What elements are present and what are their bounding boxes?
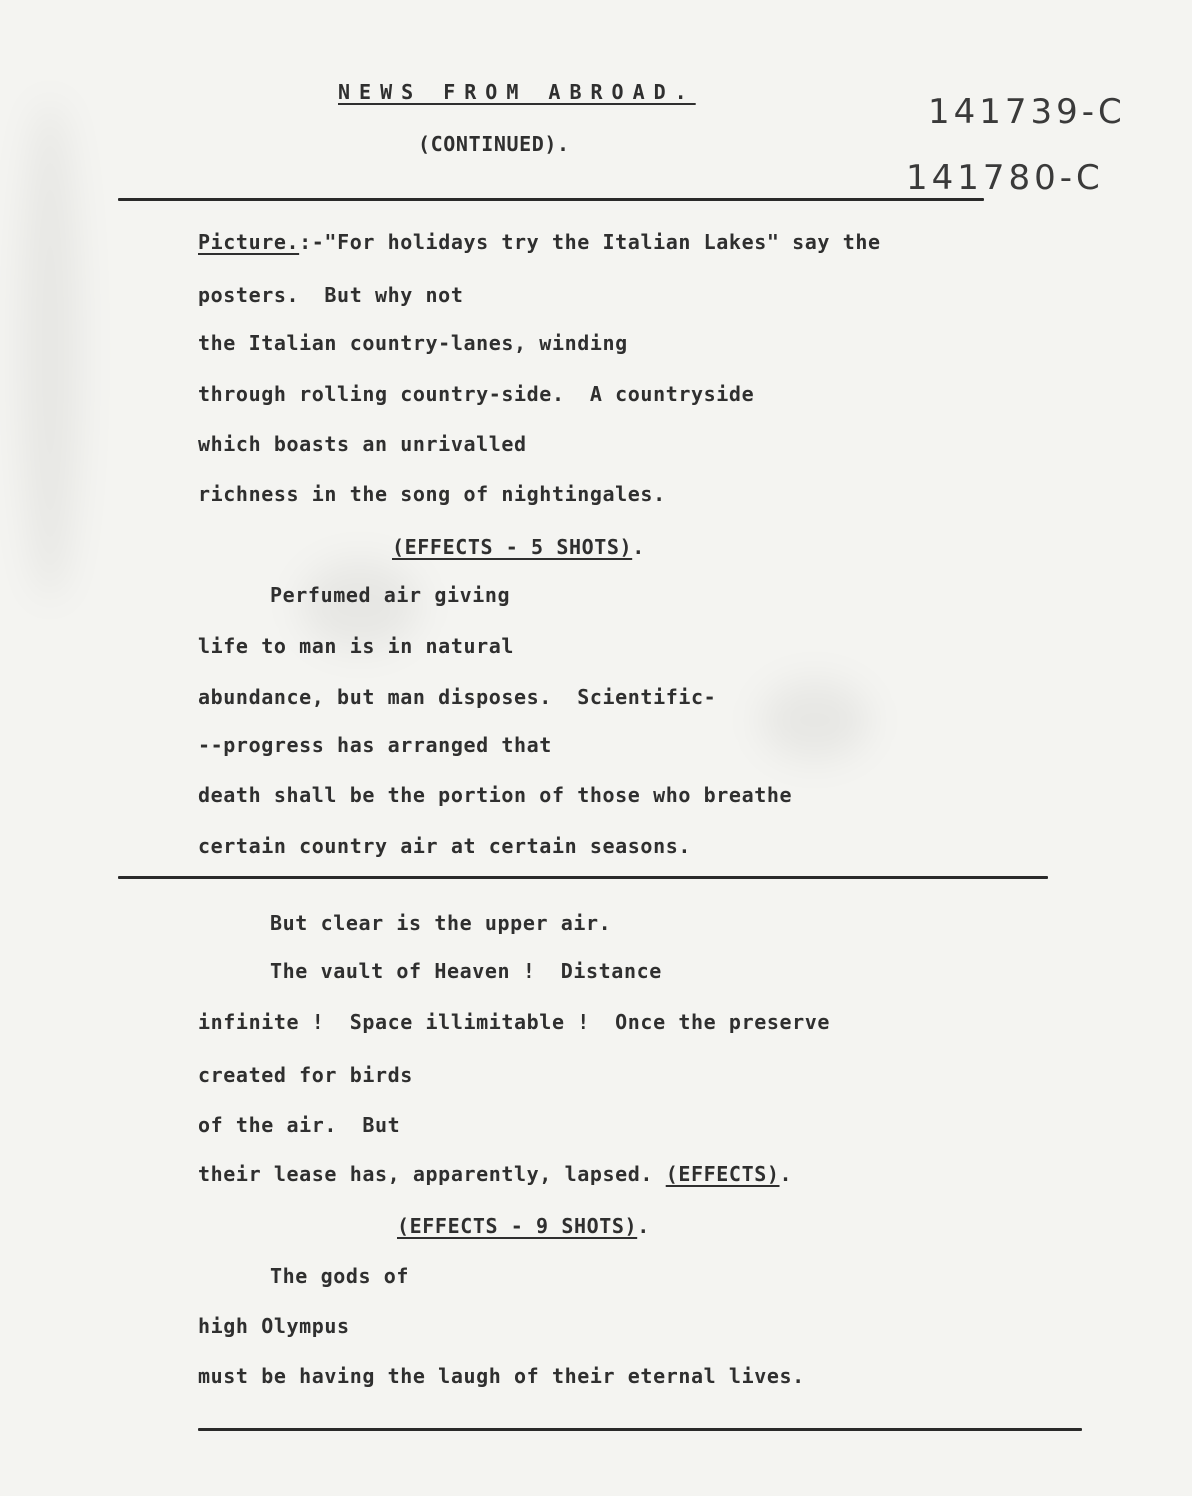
text-line: through rolling country-side. A countryside — [198, 382, 755, 406]
lease-line: their lease has, apparently, lapsed. — [198, 1162, 666, 1186]
text-line: abundance, but man disposes. Scientific- — [198, 685, 717, 709]
lease-line-end: . — [779, 1162, 793, 1186]
text-line: of the air. But — [198, 1113, 401, 1137]
paper-smudge — [760, 680, 870, 760]
text-line-rest: :-"For holidays try the Italian Lakes" say the — [299, 230, 881, 254]
page-title: NEWS FROM ABROAD. — [338, 80, 696, 104]
picture-label: Picture. — [198, 230, 300, 254]
effects-cue-inline: (EFFECTS) — [665, 1162, 780, 1186]
divider-rule — [118, 876, 1048, 879]
effects-cue — [397, 1214, 650, 1238]
handwritten-annotation: 141739-C — [928, 92, 1126, 132]
effects-cue-label: (EFFECTS - 5 SHOTS) — [392, 535, 633, 559]
paper-smudge — [20, 100, 80, 600]
text-line: The gods of — [270, 1264, 410, 1288]
text-line: death shall be the portion of those who breathe — [198, 783, 793, 807]
effects-cue-end: . — [632, 535, 645, 559]
text-line: the Italian country-lanes, winding — [198, 331, 628, 355]
text-line: But clear is the upper air. — [270, 911, 612, 935]
text-line: posters. But why not — [198, 283, 464, 307]
effects-cue-label: (EFFECTS - 9 SHOTS) — [397, 1214, 638, 1238]
divider-rule — [118, 198, 984, 201]
effects-cue-end: . — [637, 1214, 650, 1238]
text-line: infinite ! Space illimitable ! Once the preserve — [198, 1010, 831, 1034]
text-line: --progress has arranged that — [198, 733, 552, 757]
text-line — [198, 1162, 792, 1186]
effects-cue — [392, 535, 645, 559]
handwritten-annotation: 141780-C — [906, 158, 1104, 198]
text-line: life to man is in natural — [198, 634, 515, 658]
text-line: Perfumed air giving — [270, 583, 511, 607]
page-subtitle: (CONTINUED). — [418, 132, 570, 156]
text-line: richness in the song of nightingales. — [198, 482, 666, 506]
divider-rule — [198, 1428, 1082, 1431]
text-line: high Olympus — [198, 1314, 350, 1338]
text-line: certain country air at certain seasons. — [198, 834, 691, 858]
text-line: which boasts an unrivalled — [198, 432, 527, 456]
text-line — [198, 230, 881, 254]
text-line: created for birds — [198, 1063, 413, 1087]
text-line: must be having the laugh of their eternal lives. — [198, 1364, 805, 1388]
text-line: The vault of Heaven ! Distance — [270, 959, 662, 983]
